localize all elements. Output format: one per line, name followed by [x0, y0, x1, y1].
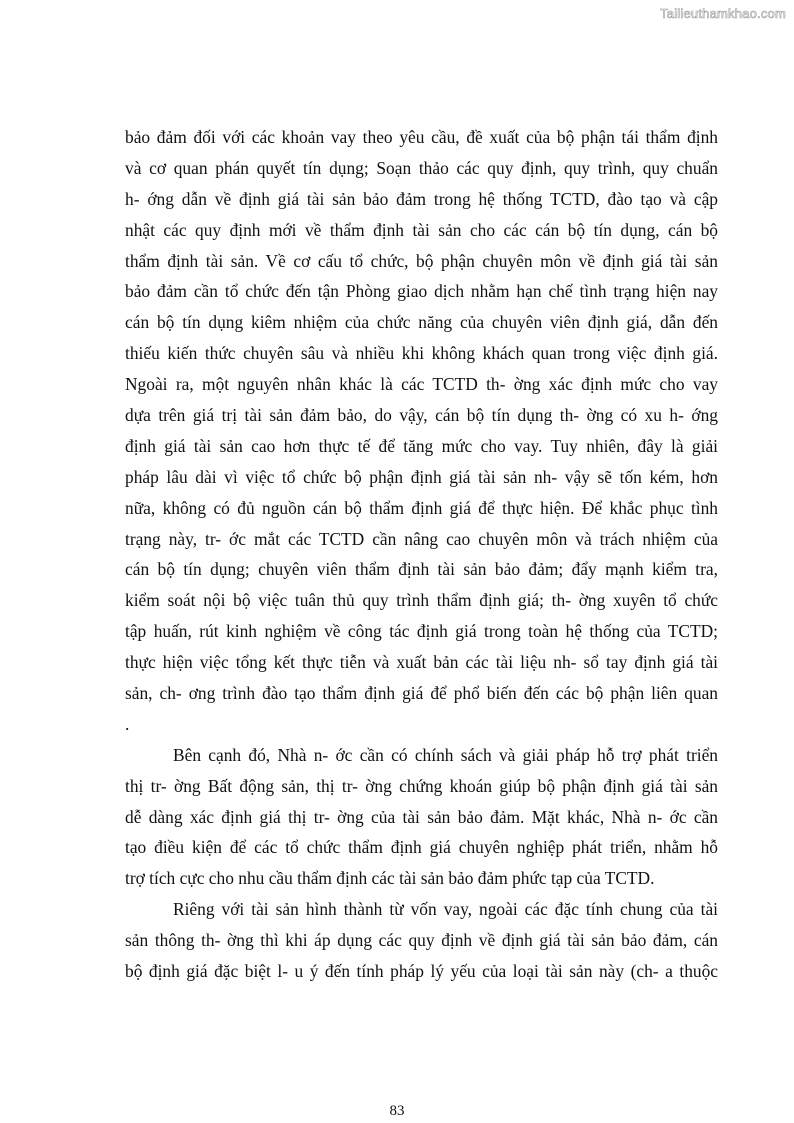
text-line: Ngoài ra, một nguyên nhân khác là các TCTD th- ờng xác định mức cho vay	[125, 374, 718, 395]
text-line: .	[125, 713, 130, 734]
text-line: pháp lâu dài vì việc tổ chức bộ phận định giá tài sản nh- vậy sẽ tốn kém, hơn	[125, 466, 718, 487]
text-line: cán bộ tín dụng; chuyên viên thẩm định tài sản bảo đảm; đẩy mạnh kiểm tra,	[125, 559, 718, 580]
text-line: thị tr- ờng Bất động sản, thị tr- ờng chứng khoán giúp bộ phận định giá tài sản	[125, 775, 718, 796]
text-line: bảo đảm đối với các khoản vay theo yêu cầu, đề xuất của bộ phận tái thẩm định	[125, 127, 718, 147]
text-line: cán bộ tín dụng kiêm nhiệm của chức năng của chuyên viên định giá, dẫn đến	[125, 312, 718, 333]
text-line: trợ tích cực cho nhu cầu thẩm định các tài sản bảo đảm phức tạp của TCTD.	[125, 868, 655, 889]
text-line: thiếu kiến thức chuyên sâu và nhiều khi không khách quan trong việc định giá.	[125, 343, 718, 364]
text-line: sản thông th- ờng thì khi áp dụng các quy định về định giá tài sản bảo đảm, cán	[125, 930, 718, 951]
text-line: bộ định giá đặc biệt l- u ý đến tính pháp lý yếu của loại tài sản này (ch- a thuộc	[125, 961, 718, 982]
text-line: thẩm định tài sản. Về cơ cấu tổ chức, bộ phận chuyên môn về định giá tài sản	[125, 250, 718, 271]
page-number: 83	[389, 1103, 405, 1119]
paragraph-2	[125, 740, 718, 894]
text-line: Riêng với tài sản hình thành từ vốn vay, ngoài các đặc tính chung của tài	[173, 899, 718, 920]
text-line: trạng này, tr- ớc mắt các TCTD cần nâng cao chuyên môn và trách nhiệm của	[125, 528, 718, 549]
text-line: tạo điều kiện để các tổ chức thẩm định giá chuyên nghiệp phát triển, nhằm hỗ	[125, 837, 718, 858]
text-line: kiểm soát nội bộ việc tuân thủ quy trình thẩm định giá; th- ờng xuyên tổ chức	[125, 590, 718, 611]
text-line: h- ớng dẫn về định giá tài sản bảo đảm trong hệ thống TCTD, đào tạo và cập	[125, 188, 718, 209]
text-line: nhật các quy định mới về thẩm định tài sản cho các cán bộ tín dụng, cán bộ	[125, 219, 718, 240]
text-line: và cơ quan phán quyết tín dụng; Soạn thảo các quy định, quy trình, quy chuẩn	[125, 157, 718, 178]
text-line: sản, ch- ơng trình đào tạo thẩm định giá để phổ biến đến các bộ phận liên quan	[125, 683, 718, 704]
text-line: bảo đảm cần tổ chức đến tận Phòng giao dịch nhằm hạn chế tình trạng hiện nay	[125, 281, 718, 302]
text-line: tập huấn, rút kinh nghiệm về công tác định giá trong toàn hệ thống của TCTD;	[125, 621, 718, 642]
text-line: định giá tài sản cao hơn thực tế để tăng mức cho vay. Tuy nhiên, đây là giải	[125, 435, 718, 456]
text-line: dựa trên giá trị tài sản đảm bảo, do vậy, cán bộ tín dụng th- ờng có xu h- ớng	[125, 405, 718, 426]
text-line: nữa, không có đủ nguồn cán bộ thẩm định giá để thực hiện. Để khắc phục tình	[125, 497, 718, 518]
watermark: Tailieuthamkhao.com	[660, 6, 786, 21]
document-body	[125, 122, 718, 987]
paragraph-3	[125, 894, 718, 987]
text-line: Bên cạnh đó, Nhà n- ớc cần có chính sách và giải pháp hỗ trợ phát triển	[173, 744, 718, 765]
text-line: dễ dàng xác định giá thị tr- ờng của tài sản bảo đảm. Mặt khác, Nhà n- ớc cần	[125, 806, 718, 827]
paragraph-1	[125, 122, 718, 740]
text-line: thực hiện việc tổng kết thực tiễn và xuất bản các tài liệu nh- sổ tay định giá tài	[125, 652, 718, 673]
